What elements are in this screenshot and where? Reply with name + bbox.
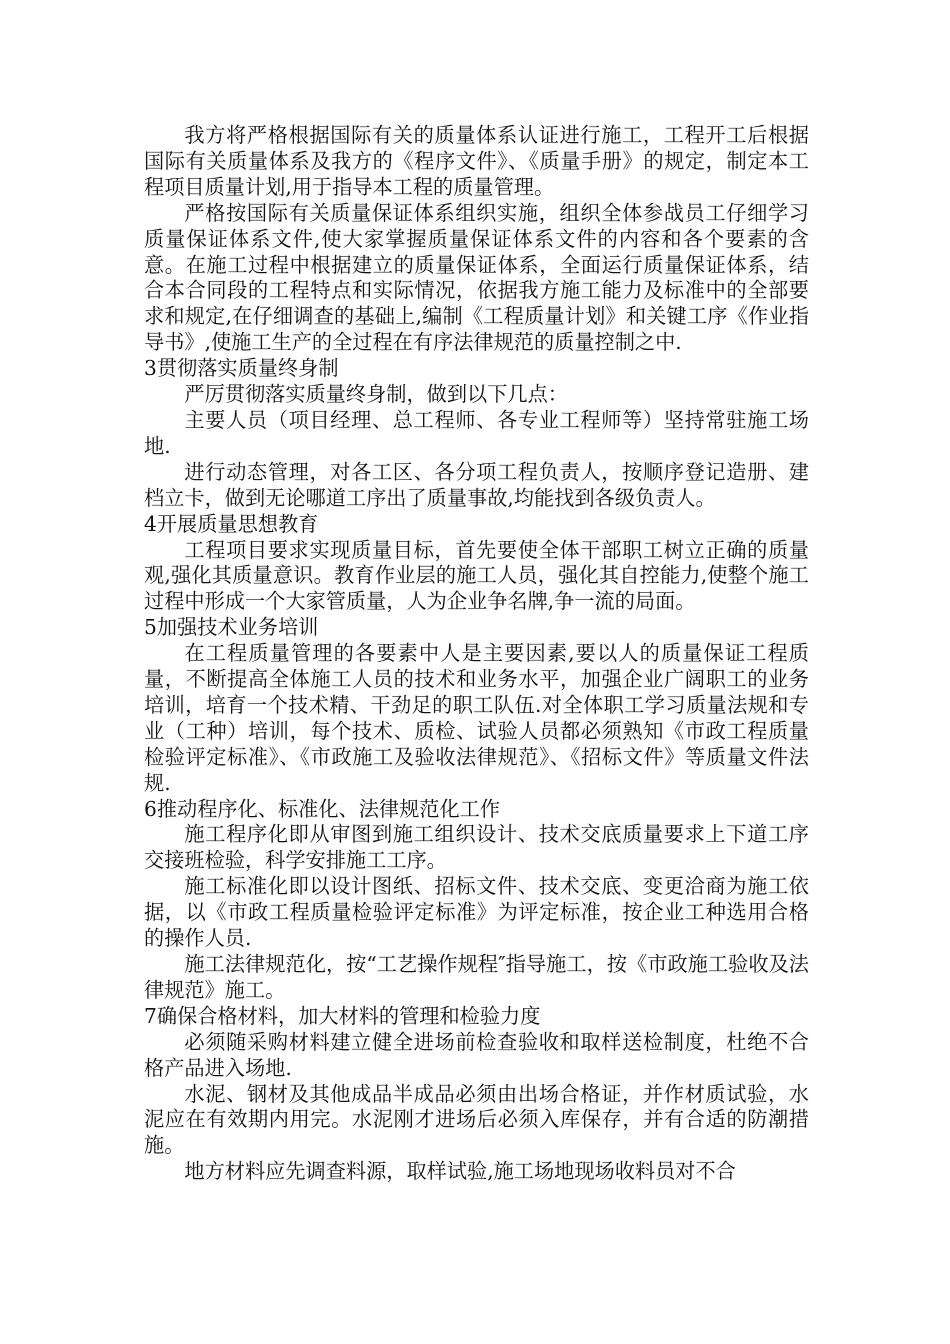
paragraph: 严厉贯彻落实质量终身制，做到以下几点： [184,382,568,407]
paragraph: 施工程序化即从审图到施工组织设计、技术交底质量要求上下道工序交接班检验，科学安排施工工序。 [144,822,809,873]
paragraph: 我方将严格根据国际有关的质量体系认证进行施工，工程开工后根据国际有关质量体系及我方的《程序文件》、《质量手册》的规定，制定本工程项目质量计划,用于指导本工程的质量管理。 [144,123,809,199]
paragraph: 必须随采购材料建立健全进场前检查验收和取样送检制度，杜绝不合格产品进入场地. [144,1029,809,1080]
section-heading: 5加强技术业务培训 [144,615,319,640]
paragraph: 施工法律规范化，按“工艺操作规程″指导施工，按《市政施工验收及法律规范》施工。 [144,952,809,1002]
document-body [144,123,809,1185]
paragraph: 在工程质量管理的各要素中人是主要因素,要以人的质量保证工程质量，不断提高全体施工人员的技术和业务水平，加强企业广阔职工的业务培训，培育一个技术精、干劲足的职工队伍.对全体职工学习质量法规和专业（工种）培训，每个技术、质检、试验人员都必须熟知《市政工程质量检验评定标准》、《市政施工及验收法律规范》、《招标文件》等质量文件法规. [144,641,809,795]
paragraph: 施工标准化即以设计图纸、招标文件、技术交底、变更洽商为施工依据，以《市政工程质量检验评定标准》为评定标准，按企业工种选用合格的操作人员. [144,874,809,951]
paragraph: 严格按国际有关质量保证体系组织实施，组织全体参战员工仔细学习质量保证体系文件,使大家掌握质量保证体系文件的内容和各个要素的含意。在施工过程中根据建立的质量保证体系，全面运行质量保证体系，结合本合同段的工程特点和实际情况，依据我方施工能力及标准中的全部要求和规定,在仔细调查的基础上,编制《工程质量计划》和关键工序《作业指导书》,使施工生产的全过程在有序法律规范的质量控制之中. [144,200,809,355]
paragraph: 水泥、钢材及其他成品半成品必须由出场合格证，并作材质试验，水泥应在有效期内用完。水泥刚才进场后必须入库保存，并有合适的防潮措施。 [144,1081,809,1158]
section-heading: 4开展质量思想教育 [144,511,319,536]
paragraph: 主要人员（项目经理、总工程师、各专业工程师等）坚持常驻施工场地. [144,407,809,458]
paragraph: 进行动态管理，对各工区、各分项工程负责人，按顺序登记造册、建档立卡，做到无论哪道工序出了质量事故,均能找到各级负责人。 [144,459,809,510]
section-heading: 3贯彻落实质量终身制 [144,356,339,381]
section-heading: 7确保合格材料，加大材料的管理和检验力度 [144,1003,541,1028]
paragraph: 工程项目要求实现质量目标，首先要使全体干部职工树立正确的质量观,强化其质量意识。教育作业层的施工人员，强化其自控能力,使整个施工过程中形成一个大家管质量，人为企业争名牌,争一流的局面。 [144,537,809,614]
section-heading: 6推动程序化、标准化、法律规范化工作 [144,796,501,821]
paragraph: 地方材料应先调查料源，取样试验,施工场地现场收料员对不合 [184,1159,736,1184]
